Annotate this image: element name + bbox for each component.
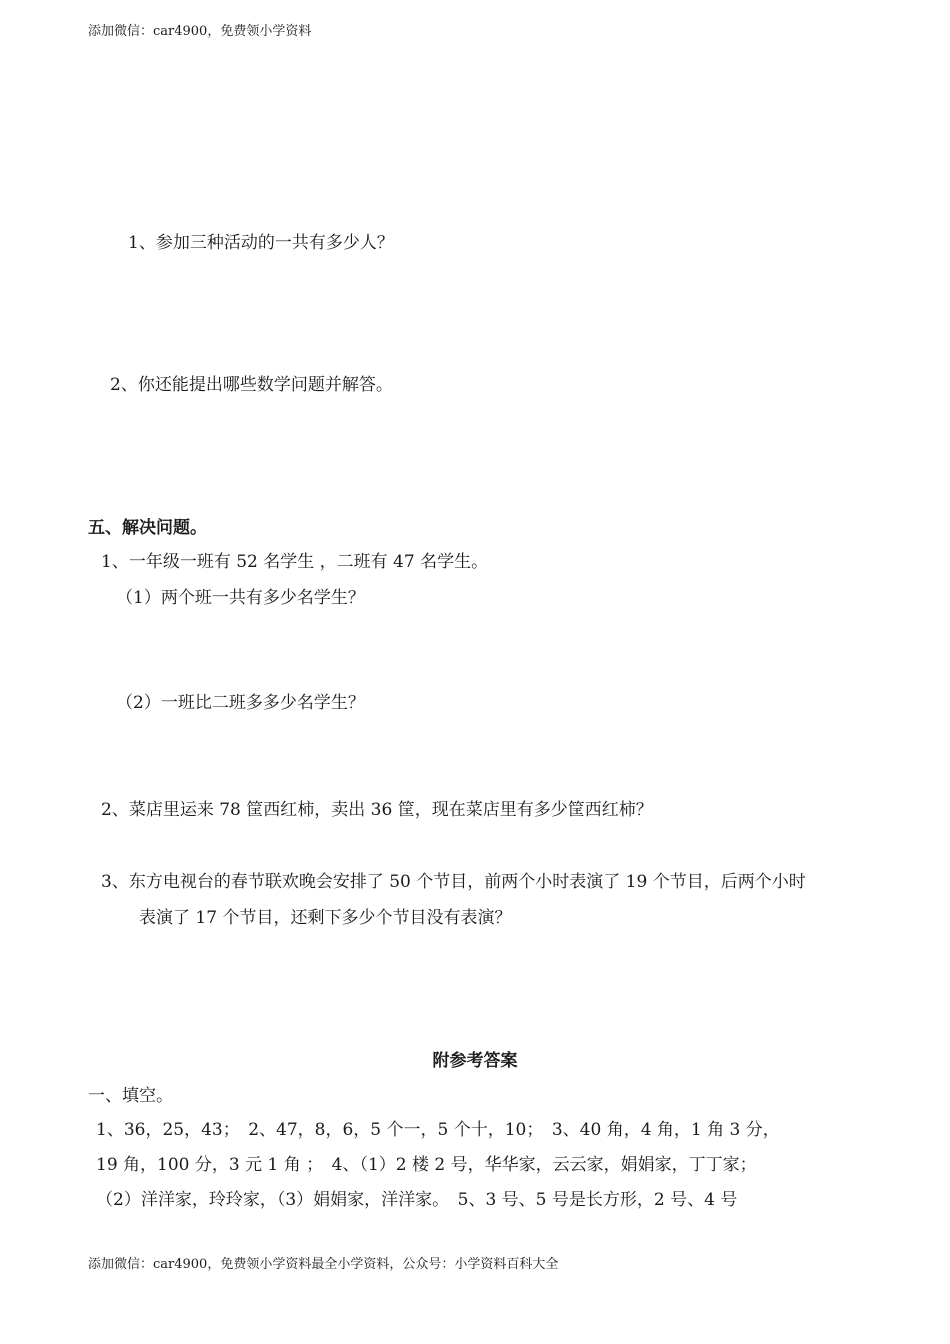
answers-line-2: 19 角，100 分，3 元 1 角 ； 4、（1）2 楼 2 号，华华家，云云家，娟娟家，丁丁家； (96, 1155, 757, 1175)
page-header-text: 添加微信：car4900，免费领小学资料 (88, 24, 312, 39)
problem-1-sub-2: （2）一班比二班多多少名学生？ (116, 693, 365, 713)
page-footer-text: 添加微信：car4900，免费领小学资料最全小学资料，公众号：小学资料百科大全 (88, 1257, 559, 1272)
answers-heading: 附参考答案 (432, 1051, 518, 1071)
answers-line-3: （2）洋洋家，玲玲家，（3）娟娟家，洋洋家。 5、3 号、5 号是长方形，2 号、4 号 (96, 1190, 738, 1210)
problem-2-text: 2、菜店里运来 78 筐西红柿，卖出 36 筐，现在菜店里有多少筐西红柿？ (101, 800, 653, 820)
answers-part-1-heading: 一、填空。 (88, 1086, 173, 1106)
question-2-text: 2、你还能提出哪些数学问题并解答。 (110, 375, 393, 395)
problem-3-line-1: 3、东方电视台的春节联欢晚会安排了 50 个节目，前两个小时表演了 19 个节目，后两个小时 (101, 872, 806, 892)
answers-line-1: 1、36，25，43； 2、47，8，6，5 个一，5 个十，10； 3、40 角，4 角，1 角 3 分， (96, 1120, 780, 1140)
problem-3-line-2: 表演了 17 个节目，还剩下多少个节目没有表演？ (139, 908, 512, 928)
section-five-heading: 五、解决问题。 (88, 518, 207, 538)
problem-1-stem: 1、一年级一班有 52 名学生 ，二班有 47 名学生。 (101, 552, 489, 572)
problem-1-sub-1: （1）两个班一共有多少名学生？ (116, 588, 365, 608)
question-1-text: 1、参加三种活动的一共有多少人？ (128, 233, 394, 253)
